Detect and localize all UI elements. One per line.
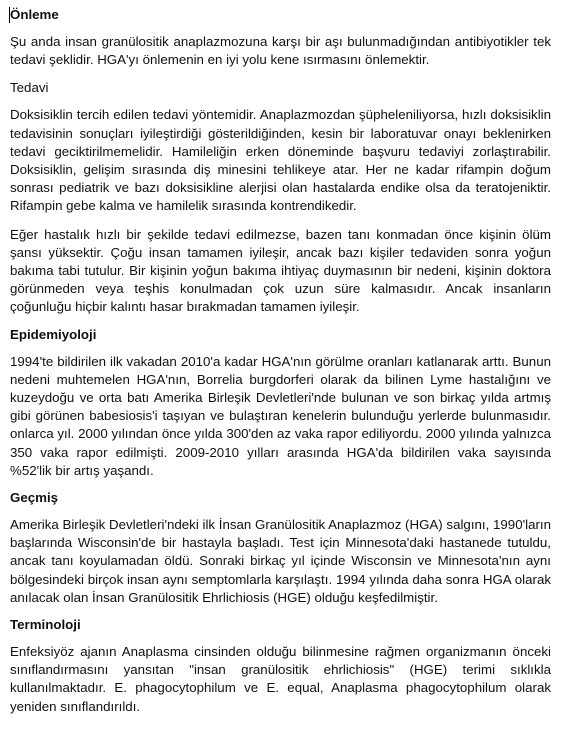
paragraph-terminology: Enfeksiyöz ajanın Anaplasma cinsinden olduğu bilinmesine rağmen organizmanın önceki sınıflandırmasını yansıtan "insan granülositik ehrlichiosis" (HGE) terimi sıklıkla kullanılmaktadır. E. phagocytophilum ve E. equal, Anaplasma phagocytophilum olarak yeniden sınıflandırıldı. (10, 644, 551, 714)
spacer (10, 480, 551, 489)
section-heading-prevention: Önleme (10, 7, 59, 22)
spacer (10, 344, 551, 353)
paragraph-epidemiology: 1994'te bildirilen ilk vakadan 2010'a kadar HGA'nın görülme oranları katlanarak arttı. Bunun nedeni muhtemelen HGA'nın, Borrelia burgdorferi olarak da bilinen Lyme hastalığını ve kuzeydoğu ve orta batı Amerika Birleşik Devletleri'nde bulunan ve son birkaç yılda artmış gibi görünen babesiosis'i taşıyan ve bulaştıran kenelerin bulunduğu yerlerde bulunmasıdır. onlarca yıl. 2000 yılından önce yılda 300'den az vaka rapor ediliyordu. 2000 yılında yalnızca 350 vaka rapor edilmişti. 2009-2010 yılları arasında HGA'da bildirilen vaka sayısında %52'lik bir artış yaşandı. (10, 353, 551, 478)
section-heading-terminology: Terminoloji (10, 617, 81, 633)
spacer (10, 317, 551, 326)
document-page[interactable] (10, 6, 551, 716)
section-heading-epidemiology: Epidemiyoloji (10, 326, 97, 342)
spacer (10, 607, 551, 616)
spacer (10, 69, 551, 79)
spacer (10, 97, 551, 106)
section-heading-history: Geçmiş (10, 490, 59, 506)
paragraph-treatment-2: Eğer hastalık hızlı bir şekilde tedavi edilmezse, bazen tanı konmadan önce kişinin ölüm şansı yüksektir. Çoğu insan tamamen iyileşir, ancak bazı kişiler tedaviden sonra yoğun bakıma tabi tutulur. Bir kişinin yoğun bakıma ihtiyaç duymasının bir nedeni, kişinin doktora görünmeden veya teşhis konulmadan çok uzun süre kalmasıdır. Ancak insanların çoğunluğu hiçbir kalıntı hasar bırakmadan tamamen iyileşir. (10, 226, 551, 315)
spacer (10, 634, 551, 643)
spacer (10, 216, 551, 226)
paragraph-treatment-1: Doksisiklin tercih edilen tedavi yöntemidir. Anaplazmozdan şüpheleniliyorsa, hızlı doksisiklin tedavisinin sonuçları iyileştirdiği gösterildiğinden, kesin bir laboratuvar onayı beklenirken tedavi geciktirilmemelidir. Hamileliğin erken döneminde başvuru tedaviyi zorlaştırabilir. Doksisiklin, gelişim sırasında diş minesini tehlikeye atar. Her ne kadar rifampin doğum sonrası pediatrik ve bazı doksisikline alerjisi olan hastalarda endike olsa da teratojeniktir. Rifampin gebe kalma ve hamilelik sırasında kontrendikedir. (10, 107, 551, 214)
paragraph-history: Amerika Birleşik Devletleri'ndeki ilk İnsan Granülositik Anaplazmoz (HGA) salgını, 1990'ların başlarında Wisconsin'de bir hastayla başladı. Test için Minnesota'daki hastanede tutuldu, ancak tanı koyulamadan öldü. Sonraki birkaç yıl içinde Wisconsin ve Minnesota'nın aynı bölgesindeki birçok insan aynı semptomlarla karşılaştı. 1994 yılında daha sonra HGA olarak anılacak olan İnsan Granülositik Ehrlichiosis (HGE) olduğu keşfedilmiştir. (10, 517, 551, 605)
spacer (10, 24, 551, 33)
section-heading-treatment: Tedavi (10, 80, 49, 96)
paragraph-prevention: Şu anda insan granülositik anaplazmozuna karşı bir aşı bulunmadığından antibiyotikler tek tedavi şeklidir. HGA'yı önlemenin en iyi yolu kene ısırmasını önlemektir. (10, 34, 551, 68)
spacer (10, 507, 551, 516)
